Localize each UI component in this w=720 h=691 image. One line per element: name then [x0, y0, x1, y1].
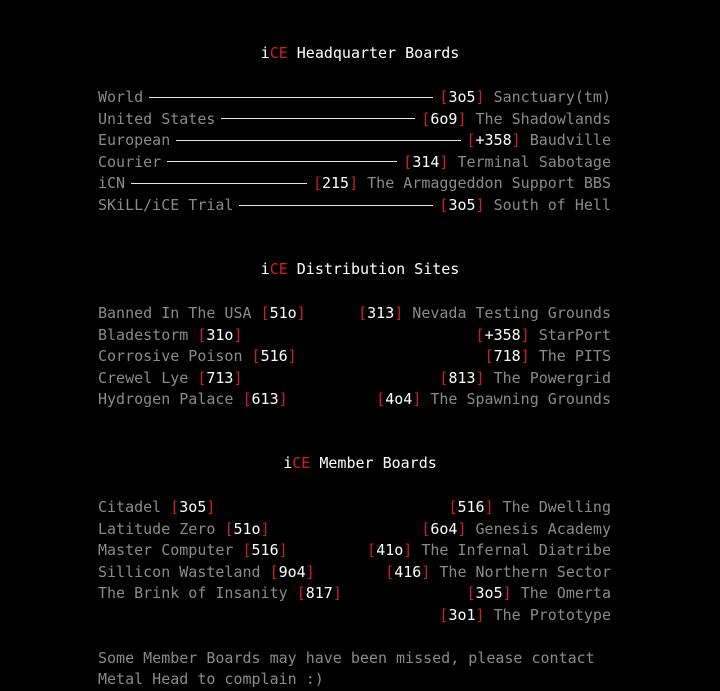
- board-code: [467, 584, 512, 602]
- bracket-open: [: [439, 606, 449, 624]
- left-board: [98, 302, 306, 324]
- leader-line: [149, 97, 433, 98]
- bracket-open: [: [170, 498, 180, 516]
- board-code: [439, 369, 484, 387]
- board-code: [224, 520, 269, 538]
- board-code: [243, 541, 288, 559]
- bracket-close: ]: [484, 498, 494, 516]
- hq-region-label: SKiLL/iCE Trial: [98, 196, 234, 214]
- right-board-name: Nevada Testing Grounds: [403, 304, 611, 322]
- board-code: [313, 172, 358, 194]
- hq-board-name: South of Hell: [484, 196, 611, 214]
- bracket-close: ]: [475, 196, 485, 214]
- board-row: [98, 324, 611, 346]
- bracket-close: ]: [475, 368, 485, 387]
- bracket-open: [: [296, 584, 306, 603]
- right-board: [467, 582, 612, 604]
- left-board-name: Hydrogen Palace: [98, 390, 243, 409]
- bracket-close: ]: [457, 519, 467, 538]
- left-board: [98, 324, 243, 346]
- board-row: [98, 345, 611, 367]
- hq-section-title: iCE Headquarter Boards: [260, 44, 460, 62]
- left-board-name: Crewel Lye: [98, 368, 198, 387]
- code-value: 718: [493, 347, 521, 366]
- board-code: [467, 129, 521, 151]
- code-value: 51o: [233, 519, 261, 538]
- right-board-name: The Omerta: [511, 584, 611, 603]
- board-code: [252, 347, 297, 365]
- hq-board-row: [98, 129, 611, 151]
- board-code: [197, 369, 242, 387]
- bracket-close: ]: [233, 368, 243, 387]
- distribution-section-title: iCE Distribution Sites: [260, 260, 460, 278]
- bracket-open: [: [448, 498, 458, 516]
- code-value: +358: [484, 325, 521, 344]
- bracket-close: ]: [305, 562, 315, 581]
- board-code: [358, 304, 403, 322]
- board-code: [261, 304, 306, 322]
- code-value: 6o9: [430, 109, 458, 128]
- bracket-open: [: [475, 325, 485, 344]
- board-code: [385, 563, 430, 581]
- right-board-name: The Infernal Diatribe: [412, 541, 611, 560]
- hq-board-row: [98, 86, 611, 108]
- bracket-open: [: [421, 109, 431, 128]
- hq-region-label: Courier: [98, 152, 162, 171]
- right-board-name: StarPort: [529, 325, 611, 344]
- board-code: [270, 563, 315, 581]
- bracket-open: [: [312, 174, 322, 193]
- bracket-close: ]: [394, 304, 404, 322]
- right-board-name: The Spawning Grounds: [421, 390, 611, 409]
- hq-region-label: iCN: [98, 174, 126, 193]
- bracket-open: [: [242, 541, 252, 560]
- hq-board-name: The Shadowlands: [466, 109, 611, 128]
- bracket-close: ]: [278, 541, 288, 560]
- board-row: [98, 604, 611, 626]
- board-code: [448, 498, 493, 516]
- bracket-open: [: [224, 519, 234, 538]
- bracket-open: [: [197, 325, 207, 344]
- board-row: [98, 388, 611, 410]
- board-code: [367, 541, 412, 559]
- bracket-close: ]: [520, 325, 530, 344]
- left-board-name: The Brink of Insanity: [98, 584, 297, 603]
- left-board-name: Bladestorm: [98, 325, 198, 344]
- hq-region-label: World: [98, 88, 144, 106]
- code-value: 613: [251, 390, 279, 409]
- bracket-close: ]: [233, 325, 243, 344]
- board-row: [98, 496, 611, 518]
- right-board-name: The Powergrid: [484, 368, 611, 387]
- right-board: [439, 604, 611, 626]
- code-value: 817: [305, 584, 333, 603]
- right-board-name: Genesis Academy: [466, 519, 611, 538]
- bracket-open: [: [466, 584, 476, 603]
- bracket-open: [: [367, 541, 377, 560]
- bracket-close: ]: [349, 174, 359, 193]
- board-code: [439, 606, 484, 624]
- bracket-close: ]: [403, 541, 413, 560]
- board-code: [297, 584, 342, 602]
- bracket-open: [: [439, 88, 449, 106]
- board-row: [98, 561, 611, 583]
- bracket-close: ]: [457, 109, 467, 128]
- board-code: [403, 151, 448, 173]
- left-board: [98, 367, 243, 389]
- board-code: [485, 347, 530, 365]
- left-board-name: Master Computer: [98, 541, 243, 560]
- board-code: [421, 520, 466, 538]
- right-board: [385, 561, 611, 583]
- hq-board-row: [98, 108, 611, 130]
- bracket-open: [: [421, 519, 431, 538]
- code-value: 6o4: [430, 519, 458, 538]
- board-code: [376, 390, 421, 408]
- code-value: 31o: [206, 325, 234, 344]
- board-code: [439, 194, 484, 216]
- code-value: 3o1: [448, 606, 476, 624]
- right-board: [448, 496, 611, 518]
- right-board: [439, 367, 611, 389]
- hq-board-name: Terminal Sabotage: [448, 152, 611, 171]
- leader-line: [221, 118, 415, 119]
- bracket-open: [: [439, 368, 449, 387]
- bracket-open: [: [242, 390, 252, 409]
- right-board-name: The PITS: [529, 347, 611, 366]
- bracket-close: ]: [260, 519, 270, 538]
- hq-board-name: Baudville: [520, 131, 611, 150]
- board-code: [170, 498, 215, 516]
- left-board: [98, 518, 270, 540]
- board-code: [476, 326, 530, 344]
- left-board-name: Banned In The USA: [98, 304, 261, 322]
- right-board: [376, 388, 611, 410]
- right-board: [421, 518, 611, 540]
- code-value: 3o5: [448, 88, 476, 106]
- code-value: 516: [457, 498, 485, 516]
- leader-line: [167, 161, 397, 162]
- board-row: [98, 582, 611, 604]
- bracket-close: ]: [421, 562, 431, 581]
- bracket-open: [: [197, 368, 207, 387]
- right-board: [358, 302, 611, 324]
- board-code: [197, 326, 242, 344]
- code-value: 215: [322, 174, 350, 193]
- bracket-open: [: [385, 562, 395, 581]
- bracket-open: [: [358, 304, 368, 322]
- code-value: 516: [251, 541, 279, 560]
- right-board: [485, 345, 611, 367]
- bracket-close: ]: [439, 152, 449, 171]
- right-board-name: The Northern Sector: [430, 562, 611, 581]
- hq-board-row: [98, 194, 611, 216]
- hq-board-row: [98, 151, 611, 173]
- footer-line-2: Metal Head to complain :): [98, 670, 324, 688]
- bracket-close: ]: [332, 584, 342, 603]
- bracket-open: [: [403, 152, 413, 171]
- hq-region-label: European: [98, 131, 171, 150]
- board-row: [98, 539, 611, 561]
- hq-board-name: The Armaggeddon Support BBS: [358, 174, 611, 193]
- left-board-name: Latitude Zero: [98, 519, 225, 538]
- bracket-open: [: [376, 390, 386, 409]
- bracket-close: ]: [287, 347, 297, 366]
- bracket-close: ]: [475, 606, 485, 624]
- bracket-open: [: [439, 196, 449, 214]
- hq-region-label: United States: [98, 109, 216, 128]
- code-value: 516: [260, 347, 288, 366]
- code-value: 314: [412, 152, 440, 171]
- code-value: 3o5: [448, 196, 476, 214]
- code-value: 41o: [376, 541, 404, 560]
- leader-line: [176, 140, 460, 141]
- code-value: 3o5: [179, 498, 207, 516]
- board-row: [98, 302, 611, 324]
- leader-line: [131, 183, 307, 184]
- left-board: [98, 582, 342, 604]
- bracket-close: ]: [412, 390, 422, 409]
- bracket-open: [: [484, 347, 494, 366]
- board-code: [439, 86, 484, 108]
- bracket-close: ]: [511, 131, 521, 150]
- code-value: 4o4: [385, 390, 413, 409]
- left-board-name: Citadel: [98, 498, 171, 516]
- left-board-name: Corrosive Poison: [98, 347, 252, 366]
- board-row: [98, 518, 611, 540]
- bracket-close: ]: [296, 304, 306, 322]
- right-board: [367, 539, 611, 561]
- bracket-open: [: [269, 562, 279, 581]
- bracket-open: [: [251, 347, 261, 366]
- bracket-open: [: [260, 304, 270, 322]
- board-row: [98, 367, 611, 389]
- left-board: [98, 388, 288, 410]
- left-board-name: Sillicon Wasteland: [98, 562, 270, 581]
- code-value: 51o: [269, 304, 297, 322]
- bracket-open: [: [466, 131, 476, 150]
- code-value: 713: [206, 368, 234, 387]
- leader-line: [239, 205, 433, 206]
- board-code: [421, 108, 466, 130]
- right-board-name: The Prototype: [484, 606, 611, 624]
- right-board: [476, 324, 611, 346]
- left-board: [98, 561, 315, 583]
- board-code: [243, 390, 288, 408]
- left-board: [98, 496, 215, 518]
- code-value: 416: [394, 562, 422, 581]
- code-value: 813: [448, 368, 476, 387]
- member-section-title: iCE Member Boards: [283, 454, 437, 472]
- code-value: 3o5: [475, 584, 503, 603]
- bracket-close: ]: [206, 498, 216, 516]
- bracket-close: ]: [475, 88, 485, 106]
- code-value: 9o4: [278, 562, 306, 581]
- bracket-close: ]: [502, 584, 512, 603]
- footer-line-1: Some Member Boards may have been missed, please contact: [98, 649, 595, 667]
- code-value: 313: [367, 304, 395, 322]
- left-board: [98, 539, 288, 561]
- left-board: [98, 345, 297, 367]
- code-value: +358: [475, 131, 512, 150]
- hq-board-row: [98, 172, 611, 194]
- hq-board-name: Sanctuary(tm): [484, 88, 611, 106]
- right-board-name: The Dwelling: [493, 498, 611, 516]
- bracket-close: ]: [278, 390, 288, 409]
- bracket-close: ]: [520, 347, 530, 366]
